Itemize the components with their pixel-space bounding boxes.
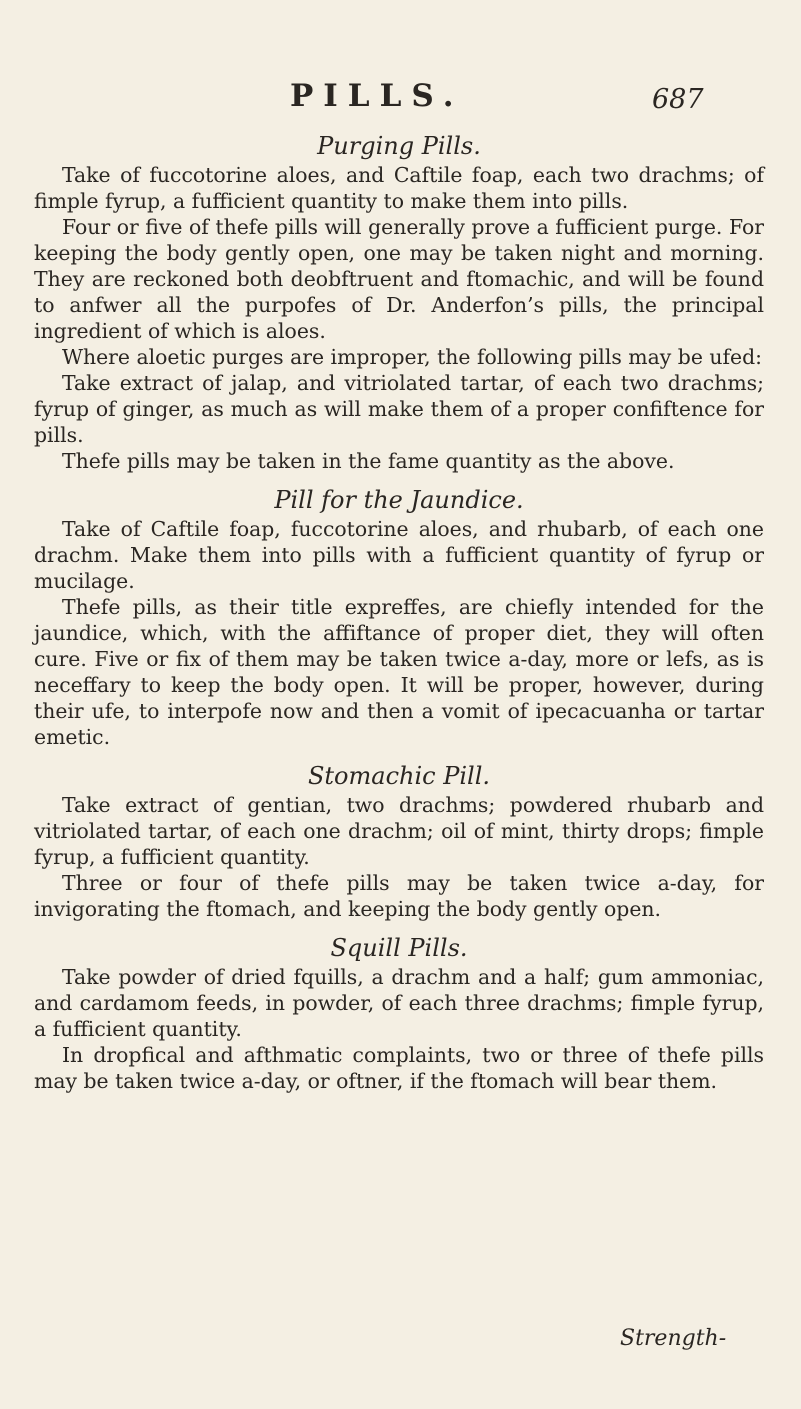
page-body	[34, 130, 764, 1094]
running-head	[0, 78, 801, 118]
section-purging-pills	[34, 130, 764, 474]
section-heading: Pill for the Jaundice.	[274, 486, 524, 514]
catchword: Strength-	[620, 1326, 727, 1351]
paragraph: In dropfical and afthmatic complaints, two or three of thefe pills may be taken twice a-day, or oftner, if the ftomach will bear them.	[34, 1043, 764, 1093]
paragraph: Thefe pills may be taken in the fame quantity as the above.	[62, 449, 675, 473]
section-heading: Squill Pills.	[330, 934, 468, 962]
paragraph: Thefe pills, as their title expreffes, are chiefly intended for the jaundice, which, with the affiftance of proper diet, they will often cure. Five or fix of them may be taken twice a-day, more or lefs, as is neceffary to keep the body open. It will be proper, however, during their ufe, to interpofe now and then a vomit of ipecacuanha or tartar emetic.	[34, 595, 764, 749]
paragraph: Take extract of jalap, and vitriolated tartar, of each two drachms; fyrup of ginger, as much as will make them of a proper confiftence for pills.	[34, 371, 764, 447]
section-pill-for-jaundice	[34, 484, 764, 750]
section-squill-pills	[34, 932, 764, 1094]
section-heading: Stomachic Pill.	[307, 762, 491, 790]
section-heading: Purging Pills.	[317, 132, 481, 160]
page-number: 687	[652, 84, 704, 115]
section-stomachic-pill	[34, 760, 764, 922]
paragraph: Take powder of dried fquills, a drachm and a half; gum ammoniac, and cardamom feeds, in powder, of each three drachms; fimple fyrup, a fufficient quantity.	[34, 965, 764, 1041]
paragraph: Three or four of thefe pills may be taken twice a-day, for invigorating the ftomach, and keeping the body gently open.	[34, 871, 764, 921]
paragraph: Take of Caftile foap, fuccotorine aloes, and rhubarb, of each one drachm. Make them into pills with a fufficient quantity of fyrup or mucilage.	[34, 517, 764, 593]
paragraph: Take extract of gentian, two drachms; powdered rhubarb and vitriolated tartar, of each one drachm; oil of mint, thirty drops; fimple fyrup, a fufficient quantity.	[34, 793, 764, 869]
paragraph: Take of fuccotorine aloes, and Caftile foap, each two drachms; of fimple fyrup, a fufficient quantity to make them into pills.	[34, 163, 764, 213]
running-title: PILLS.	[290, 78, 464, 114]
paragraph: Where aloetic purges are improper, the following pills may be ufed:	[62, 345, 763, 369]
paragraph: Four or five of thefe pills will generally prove a fufficient purge. For keeping the body gently open, one may be taken night and morning. They are reckoned both deobftruent and ftomachic, and will be found to anfwer all the purpofes of Dr. Anderfon’s pills, the principal ingredient of which is aloes.	[34, 215, 764, 343]
